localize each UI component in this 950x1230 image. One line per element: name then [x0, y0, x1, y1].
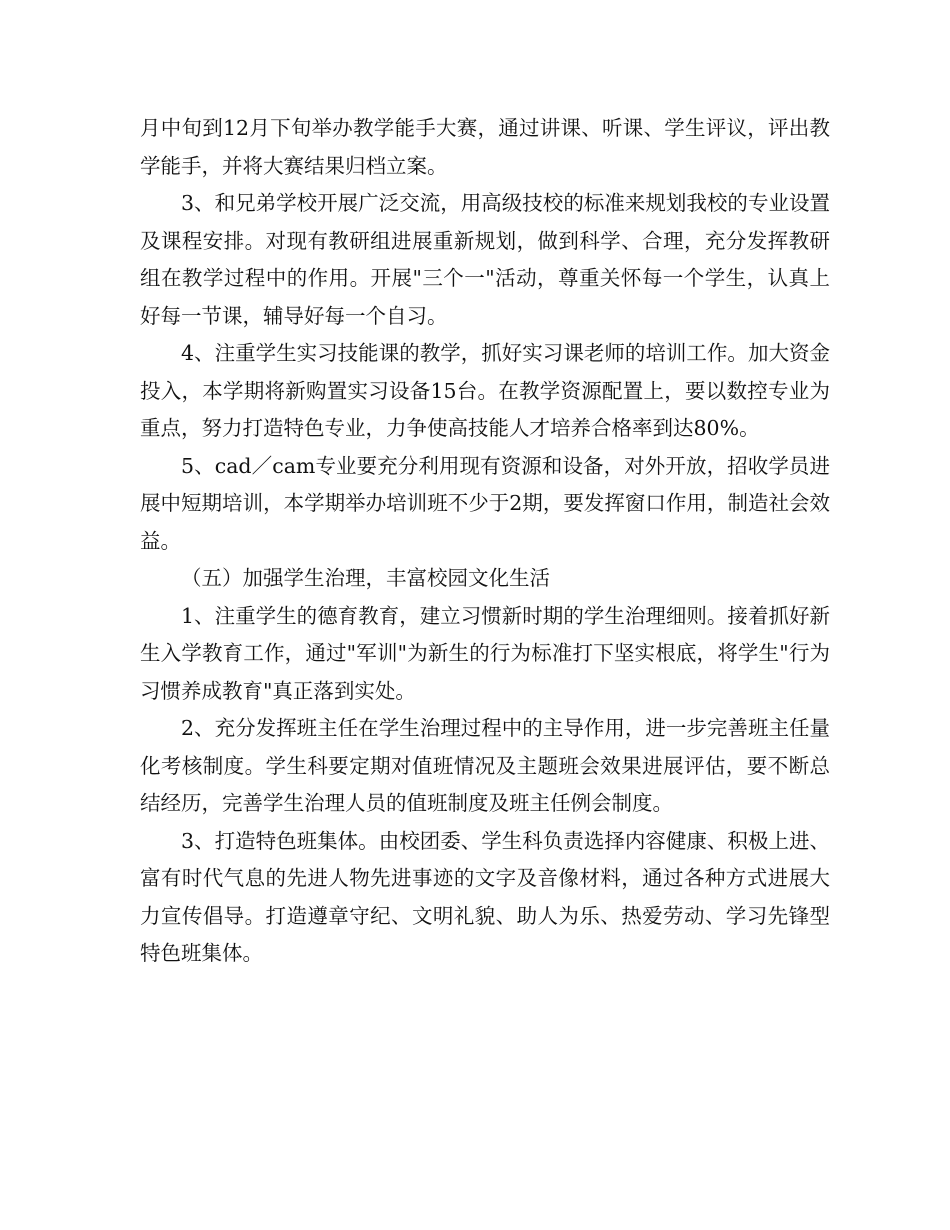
paragraph-item-3-exchange: 3、和兄弟学校开展广泛交流，用高级技校的标准来规划我校的专业设置及课程安排。对现有教研组进展重新规划，做到科学、合理，充分发挥教研组在教学过程中的作用。开展"三个一"活动，尊重关怀每一个学生，认真上好每一节课，辅导好每一个自习。 [140, 191, 830, 328]
document-body [140, 110, 830, 973]
paragraph-item-3-class: 3、打造特色班集体。由校团委、学生科负责选择内容健康、积极上进、富有时代气息的先进人物先进事迹的文字及音像材料，通过各种方式进展大力宣传倡导。打造遵章守纪、文明礼貌、助人为乐、热爱劳动、学习先锋型特色班集体。 [140, 828, 830, 965]
paragraph-item-2-headteacher: 2、充分发挥班主任在学生治理过程中的主导作用，进一步完善班主任量化考核制度。学生科要定期对值班情况及主题班会效果进展评估，要不断总结经历，完善学生治理人员的值班制度及班主任例会制度。 [140, 716, 830, 815]
paragraph-item-4-practice: 4、注重学生实习技能课的教学，抓好实习课老师的培训工作。加大资金投入，本学期将新购置实习设备15台。在教学资源配置上，要以数控专业为重点，努力打造特色专业，力争使高技能人才培养合格率到达80%。 [140, 341, 830, 440]
paragraph-item-5-cadcam: 5、cad／cam专业要充分利用现有资源和设备，对外开放，招收学员进展中短期培训，本学期举办培训班不少于2期，要发挥窗口作用，制造社会效益。 [140, 453, 830, 553]
paragraph-item-1-moral: 1、注重学生的德育教育，建立习惯新时期的学生治理细则。接着抓好新生入学教育工作，通过"军训"为新生的行为标准打下坚实根底，将学生"行为习惯养成教育"真正落到实处。 [140, 603, 830, 703]
section-heading-five: （五）加强学生治理，丰富校园文化生活 [181, 566, 550, 590]
paragraph-continued: 月中旬到12月下旬举办教学能手大赛，通过讲课、听课、学生评议，评出教学能手，并将大赛结果归档立案。 [140, 116, 830, 178]
